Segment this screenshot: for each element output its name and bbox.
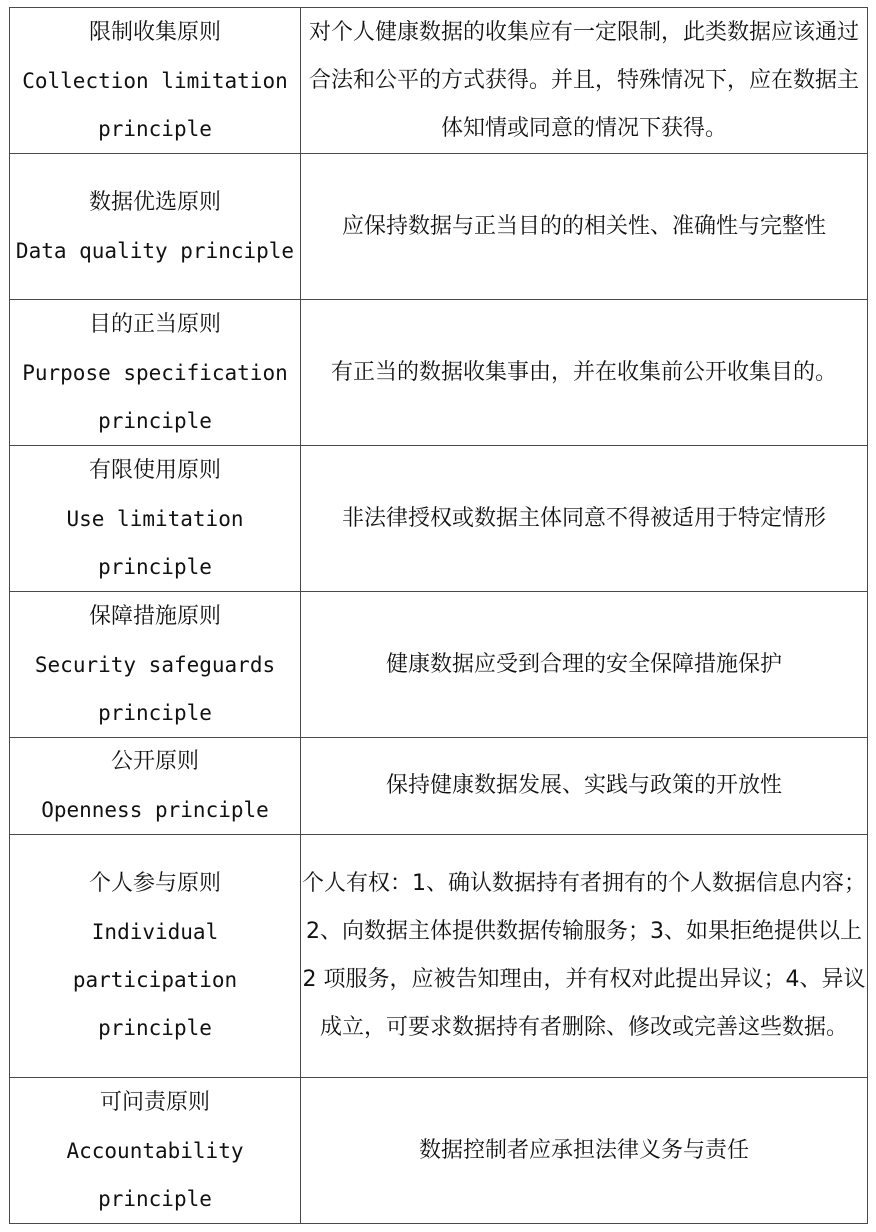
principle-name-en: Openness principle	[41, 798, 269, 822]
principle-name-cell	[10, 300, 301, 446]
table-row	[10, 738, 868, 835]
principle-name-zh: 限制收集原则	[88, 19, 221, 45]
principle-name-en: Accountability principle	[66, 1138, 244, 1211]
principle-description: 有正当的数据收集事由，并在收集前公开收集目的。	[330, 359, 837, 385]
table-row	[10, 8, 868, 154]
table-row	[10, 592, 868, 738]
principle-description-cell	[301, 592, 868, 738]
principle-description: 对个人健康数据的收集应有一定限制，此类数据应该通过合法和公平的方式获得。并且，特殊情况下，应在数据主体知情或同意的情况下获得。	[308, 19, 859, 141]
principle-name-cell	[10, 8, 301, 154]
principle-name-cell	[10, 592, 301, 738]
principles-table	[9, 7, 868, 1224]
principle-name-en: Data quality principle	[15, 238, 295, 263]
principle-name-en: Purpose specification principle	[22, 360, 288, 433]
principle-name-cell	[10, 738, 301, 835]
principle-name-zh: 保障措施原则	[88, 603, 221, 629]
principle-name-zh: 数据优选原则	[88, 189, 221, 215]
principle-description: 保持健康数据发展、实践与政策的开放性	[385, 773, 782, 798]
principle-name-en: Individual participation principle	[72, 920, 238, 1040]
principle-description: 非法律授权或数据主体同意不得被适用于特定情形	[341, 505, 826, 531]
table-row	[10, 300, 868, 446]
principle-description-cell	[301, 300, 868, 446]
principle-name-en: Use limitation principle	[66, 506, 244, 579]
principle-name-en: Collection limitation principle	[22, 68, 288, 141]
principle-name-cell	[10, 835, 301, 1078]
principle-name-cell	[10, 154, 301, 300]
principle-name-en: Security safeguards principle	[34, 652, 276, 725]
principle-description-cell	[301, 154, 868, 300]
principle-description: 数据控制者应承担法律义务与责任	[418, 1137, 749, 1163]
principle-name-zh: 有限使用原则	[88, 457, 221, 483]
table-row	[10, 154, 868, 300]
table-row	[10, 446, 868, 592]
principle-name-zh: 公开原则	[110, 749, 199, 774]
principle-description-cell	[301, 835, 868, 1078]
principle-description: 健康数据应受到合理的安全保障措施保护	[385, 651, 782, 677]
principle-name-cell	[10, 1078, 301, 1224]
principle-name-zh: 个人参与原则	[88, 871, 221, 896]
table-row	[10, 835, 868, 1078]
table-row	[10, 1078, 868, 1224]
principle-name-zh: 目的正当原则	[88, 311, 221, 337]
principle-name-zh: 可问责原则	[99, 1089, 210, 1115]
principle-description-cell	[301, 8, 868, 154]
principle-description: 应保持数据与正当目的的相关性、准确性与完整性	[341, 213, 826, 239]
principle-description: 个人有权：1、确认数据持有者拥有的个人数据信息内容；2、向数据主体提供数据传输服务；3、如果拒绝提供以上 2 项服务，应被告知理由，并有权对此提出异议；4、异议成立，可要求数据持有者删除、修改或完善这些数据。	[302, 871, 866, 1040]
principle-description-cell	[301, 1078, 868, 1224]
principle-name-cell	[10, 446, 301, 592]
principle-description-cell	[301, 446, 868, 592]
principle-description-cell	[301, 738, 868, 835]
